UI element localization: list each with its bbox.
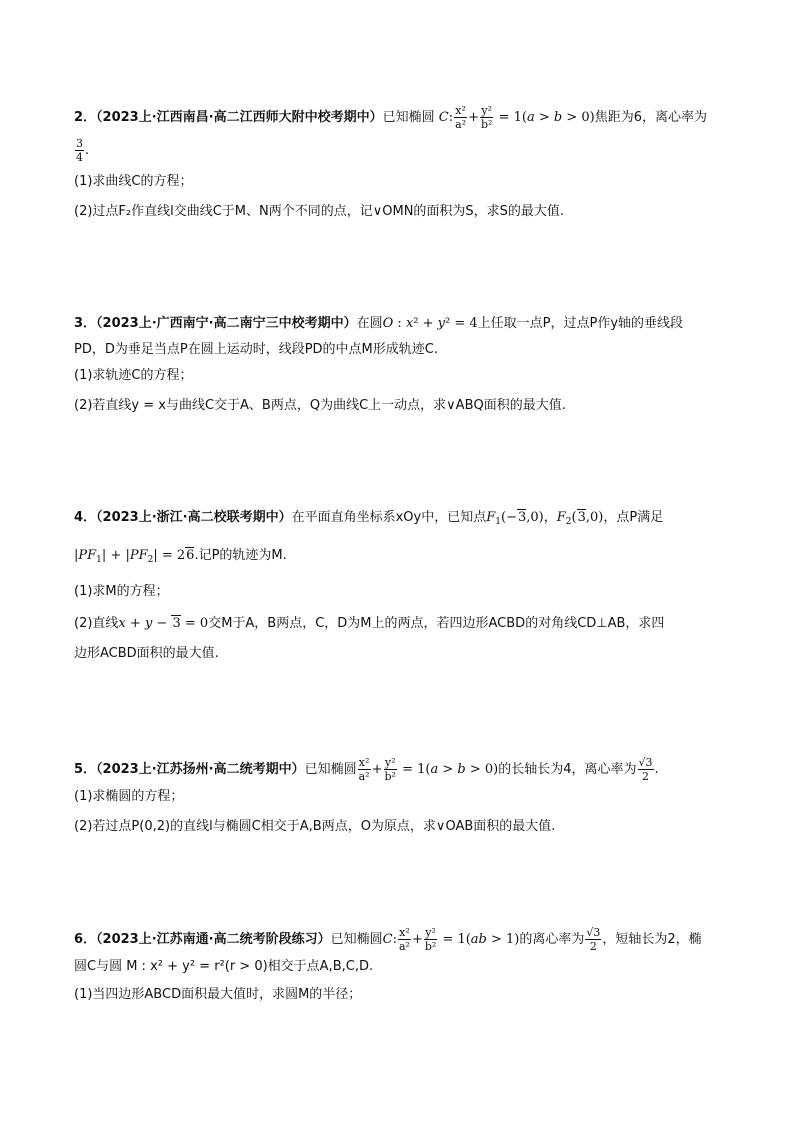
problem-4 bbox=[74, 508, 734, 664]
problem-2-stem-line1: 2．（2023上·江西南昌·高二江西师大附中校考期中）已知椭圆 C: $\frac{\text{x²}}{\text{a²}}$ + $\frac{\text{y²}}{\text{b²}}$ = 1(a > b > 0)焦距为6，离心率为 bbox=[74, 104, 707, 131]
eccentricity-fraction: $\frac{√3}{2}$ bbox=[586, 926, 601, 953]
stem-text: ，短轴长为2，椭 bbox=[602, 932, 702, 947]
stem-text: 已知椭圆 bbox=[382, 110, 435, 125]
problem-4-stem-line2: $|PF_1| + |PF_2| = 26$.记P的轨迹为M. bbox=[74, 548, 287, 565]
problem-5-question-1: (1)求椭圆的方程； bbox=[74, 789, 184, 804]
problem-5-question-2: (2)若过点P(0,2)的直线l与椭圆C相交于A,B两点，O为原点，求∨OAB面积的最大值. bbox=[74, 819, 556, 834]
problem-number: 6． bbox=[74, 932, 97, 947]
problem-4-stem-line1: 4．（2023上·浙江·高二校联考期中）在平面直角坐标系xOy中，已知点$F_1(-3,0)$，$F_2(3,0)$，点P满足 bbox=[74, 510, 664, 527]
stem-text: .记P的轨迹为M. bbox=[194, 548, 287, 563]
problem-source: （2023上·江西南昌·高二江西师大附中校考期中） bbox=[96, 110, 383, 125]
stem-text: 上任取一点P，过点P作y轴的垂线段 bbox=[477, 316, 684, 331]
problem-2-stem-line2 bbox=[74, 137, 734, 164]
stem-text: 的长轴长为4，离心率为 bbox=[498, 762, 637, 777]
problem-5-stem-line1: 5．（2023上·江苏扬州·高二统考期中）已知椭圆 $\frac{\text{x²}}{\text{a²}}$ + $\frac{\text{y²}}{\text{b²}}$ = 1(a > b > 0)的长轴长为4，离心率为 $\frac{√3}{2}$ . bbox=[74, 756, 659, 783]
problem-number: 4． bbox=[74, 510, 97, 525]
problem-3-stem-line1: 3．（2023上·广西南宁·高二南宁三中校考期中）在圆O : x² + y² = 4上任取一点P，过点P作y轴的垂线段 bbox=[74, 316, 684, 331]
problem-number: 3． bbox=[74, 316, 97, 331]
stem-text: 焦距为6，离心率为 bbox=[594, 110, 707, 125]
problem-3 bbox=[74, 314, 734, 416]
problem-6-question-1: (1)当四边形ABCD面积最大值时，求圆M的半径； bbox=[74, 987, 362, 1002]
problem-5 bbox=[74, 756, 734, 837]
line-equation: x bbox=[118, 616, 126, 631]
problem-4-question-2-line2: 边形ACBD面积的最大值. bbox=[74, 646, 219, 661]
circle-equation: O bbox=[382, 316, 394, 331]
stem-text: 在平面直角坐标系xOy中，已知点 bbox=[291, 510, 487, 525]
problem-source: （2023上·广西南宁·高二南宁三中校考期中） bbox=[96, 316, 357, 331]
point-f1: F bbox=[486, 510, 496, 525]
problem-3-question-2: (2)若直线y = x与曲线C交于A、B两点，Q为曲线C上一动点，求∨ABQ面积的最大值. bbox=[74, 398, 566, 413]
period: . bbox=[654, 762, 659, 777]
eccentricity-fraction: $\frac{√3}{2}$ bbox=[638, 756, 653, 783]
period: . bbox=[85, 143, 90, 158]
fraction-x2-a2: $\frac{\text{x²}}{\text{a²}}$ bbox=[398, 926, 410, 953]
problem-2-question-2: (2)过点F₂作直线l交曲线C于M、N两个不同的点，记∨OMN的面积为S，求S的最大值. bbox=[74, 204, 565, 219]
ellipse-equation: C bbox=[382, 932, 393, 947]
fraction-x2-a2: $\frac{\text{x²}}{\text{a²}}$ bbox=[455, 104, 467, 131]
fraction-y2-b2: $\frac{\text{y²}}{\text{b²}}$ bbox=[384, 756, 396, 783]
fraction-y2-b2: $\frac{\text{y²}}{\text{b²}}$ bbox=[424, 926, 437, 953]
problem-4-question-1: (1)求M的方程； bbox=[74, 584, 169, 599]
fraction-y2-b2: $\frac{\text{y²}}{\text{b²}}$ bbox=[480, 104, 493, 131]
ellipse-equation: C bbox=[438, 110, 449, 125]
problem-2-question-1: (1)求曲线C的方程； bbox=[74, 174, 193, 189]
stem-text: 在圆 bbox=[356, 316, 383, 331]
problem-4-question-2-line1: (2)直线x + y − 3 = 0交M于A，B两点，C，D为M上的两点，若四边形ACBD的对角线CD⊥AB，求四 bbox=[74, 616, 665, 631]
problem-source: （2023上·浙江·高二校联考期中） bbox=[96, 510, 292, 525]
distance-condition: | bbox=[74, 548, 79, 563]
problem-number: 2． bbox=[74, 110, 97, 125]
problem-6 bbox=[74, 926, 734, 1005]
problem-number: 5． bbox=[74, 762, 97, 777]
question-text: (2)直线 bbox=[74, 616, 119, 631]
eccentricity-fraction: $\frac{3}{4}$ bbox=[76, 137, 83, 164]
stem-text: 已知椭圆 bbox=[304, 762, 357, 777]
problem-6-stem-line1: 6．（2023上·江苏南通·高二统考阶段练习）已知椭圆C: $\frac{\text{x²}}{\text{a²}}$ + $\frac{\text{y²}}{\text{b²}}$ = 1(ab > 1)的离心率为 $\frac{√3}{2}$ ，短轴长为2，椭 bbox=[74, 926, 702, 953]
stem-text: 的离心率为 bbox=[519, 932, 585, 947]
problem-source: （2023上·江苏扬州·高二统考期中） bbox=[96, 762, 305, 777]
problem-6-stem-line2: 圆C与圆 M : x² + y² = r²(r > 0)相交于点A,B,C,D. bbox=[74, 959, 374, 974]
problem-source: （2023上·江苏南通·高二统考阶段练习） bbox=[96, 932, 331, 947]
stem-text: ，点P满足 bbox=[603, 510, 664, 525]
problem-3-stem-line2: PD，D为垂足当点P在圆上运动时，线段PD的中点M形成轨迹C. bbox=[74, 342, 438, 357]
fraction-x2-a2: $\frac{\text{x²}}{\text{a²}}$ bbox=[358, 756, 370, 783]
problem-2 bbox=[74, 104, 734, 222]
problem-3-question-1: (1)求轨迹C的方程； bbox=[74, 368, 193, 383]
question-text: 交M于A，B两点，C，D为M上的两点，若四边形ACBD的对角线CD⊥AB，求四 bbox=[208, 616, 665, 631]
point-f2: F bbox=[556, 510, 566, 525]
stem-text: 已知椭圆 bbox=[330, 932, 383, 947]
